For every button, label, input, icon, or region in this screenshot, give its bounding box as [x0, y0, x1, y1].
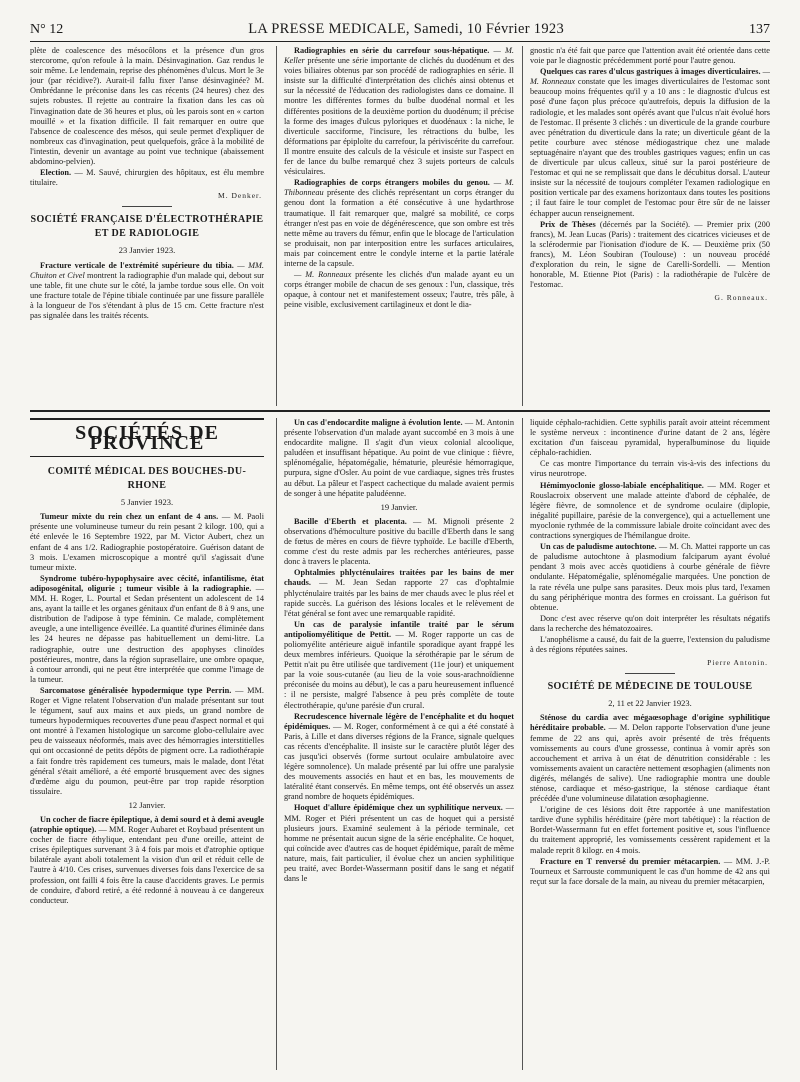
- bottom-column-2: [284, 418, 514, 1070]
- article-text: — M. Delon rapporte l'observation d'une jeune femme de 22 ans qui, après avoir présenté de très fréquents vomissements au cours d'une grossesse, continua à vomir après son accouchement et arriva à un état de dénutrition considérable : les vomissements avaient un caractère nettement œsophagien (aliments non digérés, mélangés de salive). Une radiographie montra une double sténose, cardiaque et méso-gastrique, la sténose cardiaque étant précédée d'une volumineuse dilatation œsophagienne.: [530, 723, 770, 804]
- article-text: — M. Jean Sedan rapporte 27 cas d'ophtalmie phlycténulaire traités par les bains de mer chauds avec le plus réel et rapide succès. La guérison des lésions locales et le relèvement de l'état général se font avec une remarquable rapidité.: [284, 578, 514, 618]
- page-header: [30, 14, 770, 42]
- session-date: 19 Janvier.: [380, 501, 418, 512]
- society-heading: SOCIÉTÉ FRANÇAISE D'ÉLECTROTHÉRAPIE ET DE RADIOLOGIE: [30, 214, 264, 240]
- article-paragraph: [530, 713, 770, 804]
- article-title: Un cas de paludisme autochtone.: [540, 542, 657, 552]
- article-title: Bacille d'Eberth et placenta.: [294, 516, 407, 526]
- article-title: Un cas de paralysie infantile traité par le sérum antipoliomyélitique de Pettit.: [284, 619, 514, 639]
- article-title: Sténose du cardia avec mégaœsophage d'origine syphilitique héréditaire probable.: [530, 713, 770, 733]
- top-column-3: [530, 46, 770, 406]
- article-paragraph: [30, 686, 264, 797]
- journal-title: LA PRESSE MEDICALE, Samedi, 10 Février 1923: [248, 21, 564, 37]
- session-date: 12 Janvier.: [128, 799, 166, 810]
- page-number: 137: [749, 22, 770, 37]
- paragraph: plète de coalescence des mésocôlons et la présence d'un gros stercorome, qu'on refoule à la main. Désinvagination. Gaz rendus le soir même. Le lendemain, reprise des phénomènes d'ulcus. Mort le 3e jour (par récidive?). Aurait-il fallu fixer l'anse désinvaginée? M. Ombrédanne le préconise dans les cas récents (24 heures) chez des sujets robustes. Il rejette au contraire la fixation dans les cas où l'invagination date de 36 heures et plus, où les parois sont en « carton mouillé » et la fixation difficile. Il fait remarquer en outre que l'absence de coalescence des mésos, qui seule permet d'expliquer de nombreux cas d'invagination, peut quelquefois, grâce à la mobilité de l'intestin, devenir un avantage au point vue technique (abaissement abdomino-pelvien).: [30, 46, 264, 167]
- article-paragraph: [284, 178, 514, 269]
- article-text: — MM. J.-P. Tourneux et Sarrouste communiquent le cas d'un homme de 42 ans qui reçut sur la face dorsale de la main, au niveau du premier métacarpien,: [530, 856, 770, 886]
- article-authors: — MM. Chuiton et Civel: [30, 260, 264, 280]
- article-title: Syndrome tubéro-hypophysaire avec cécité, infantilisme, état adiposogénital, oligurie ; tumeur visible à la radiographie.: [30, 573, 264, 593]
- article-paragraph: [284, 270, 514, 310]
- paragraph: L'anophélisme a causé, du fait de la guerre, l'extension du paludisme à des régions réputées saines.: [530, 634, 770, 655]
- article-text: présente les clichés d'un malade ayant eu un corps étranger mobile de chacun de ses genoux : l'un, classique, très opaque, à contour net et manifestement osseux; l'autre, très pâle, à peine visible, exclusivement cartilagineux et dont le dia-: [284, 270, 514, 310]
- article-title: Quelques cas rares d'ulcus gastriques à images diverticulaires.: [540, 67, 761, 77]
- article-paragraph: [284, 803, 514, 884]
- article-authors: — M. Thibonneau: [284, 178, 514, 198]
- article-title: Tumeur mixte du rein chez un enfant de 4 ans.: [40, 512, 219, 522]
- article-text: constate que les images diverticulaires de l'estomac sont beaucoup moins fréquentes qu'il y a 10 ans : le diagnostic d'ulcus est posé d'une façon plus précoce qu'autrefois, depuis la diffusion de la radiologie, et les malades sont opérés avant que l'ulcus n'ait évolué hors de l'estomac. Il présente 3 clichés : un diverticule de la grande courbure avec pénétration du diverticule dans la rate; un diverticule géant de la petite courbure avec sténose médiogastrique chez une malade septuagénaire n'ayant que des troubles gastriques vagues; enfin un cas de diverticule par ulcus calleux, situé sur la paroi postérieure de l'estomac et qui ne se remplissait que dans le décubitus dorsal. L'auteur insiste sur la nécessité de toujours compléter l'examen radiologique en position verticale par des examens horizontaux dans toutes les positions ; il faut faire le tour complet de l'estomac pour être sûr de ne laisser échapper aucun renseignement.: [530, 77, 770, 218]
- article-text: — M. Roger rapporte un cas de poliomyélite antérieure aiguë infantile sporadique ayant frappé les deux membres inférieurs. Quoique la sérothérapie par le sérum de Pettit n'ait pu être utilisée que tardivement (11e jour) et uniquement par la voie sous-cutanée (au lieu de la voie sous-arachnoïdienne préconisée du moins au début), le cas a paru heureusement influencé : il ne persiste, malgré l'absence à peu près complète de toute électrothérapie, qu'une parésie d'un crural.: [284, 629, 514, 710]
- signature: G. Ronneaux.: [714, 293, 768, 303]
- article-paragraph: [284, 418, 514, 499]
- article-title: Radiographies en série du carrefour sous-hépatique.: [294, 46, 490, 55]
- article-paragraph: [30, 261, 264, 322]
- article-text: (décernés par la Société). — Premier prix (200 francs), M. Jean Lucas (Paris) : traitement des cicatrices vicieuses et de la sclérodermie par l'ionisation d'iodure de K. — Deuxième prix (50 francs), M. Léon Soubiran (Toulouse) : un nouveau procédé d'exploration du rein, le signe de Carelli-Sordelli. — Mention honorable, M. Etienne Piot (Paris) : la radiothérapie de l'ulcère de l'estomac.: [530, 219, 770, 290]
- article-paragraph: [284, 620, 514, 711]
- article-title: Hoquet d'allure épidémique chez un syphilitique nerveux.: [294, 803, 503, 813]
- article-paragraph: [530, 67, 770, 218]
- article-text: — MM. Roger et Rouslacroix observent une malade atteinte d'abord de céphalée, de légère fièvre, de somnolence et de syndrome oculaire (diplopie, inégalité pupillaire, parésie de la convergence), qui a actuellement une myoclonie rythmée de la commissure labiale droite coïncidant avec des contractions synergiques de l'hémilangue droite.: [530, 480, 770, 541]
- paragraph: Donc c'est avec réserve qu'on doit interpréter les résultats négatifs dans la recherche des hématozoaires.: [530, 613, 770, 633]
- column-rule: [276, 46, 277, 406]
- article-text: — M. Paoli présente une volumineuse tumeur du rein pesant 2 kilogr. 100, qui a été enlevée le 16 Septembre 1922, par M. Victor Aubert, chez un enfant de 4 ans 1/2. Radiographie postopératoire. Guérison datant de 3 mois. L'examen microscopique a montré qu'il s'agissait d'une tumeur mixte.: [30, 512, 264, 572]
- article-text: — M. Ch. Mattei rapporte un cas de paludisme autochtone à plasmodium falciparum ayant évolué pendant 3 mois avec accès quotidiens à courbe générale de fièvre ondulante. Hépatomégalie, splénomégalie marquées. Une ponction de la rate révéla une pulpe sans parasites. Deux mois plus tard, l'examen du sang périphérique montra des formes en croissant. La guérison fut obtenue.: [530, 542, 770, 612]
- article-text: présente une série importante de clichés du duodénum et des voies biliaires obtenus par son procédé de radiographies en série. Il insiste sur la difficulté d'interprétation des clichés ainsi obtenus et sur la nécessité de l'éducation des radiologistes dans ce domaine. Il montre les différentes formes du bulbe duodénal normal et les différentes positions de la deuxième portion du duodénum; il précise la forme des images d'ulcus pyloriques et duodénaux : la niche, le diverticule sacciforme, l'incisure, les rétractions du bulbe, les déformations par épiploïte du carrefour, la périviscérite du carrefour. Il montre ensuite des calculs de la vésicule et insiste sur l'aspect en fer de lance du bulbe remarqué chez 3 sujets porteurs de calculs vésiculaires.: [284, 56, 514, 177]
- article-title: Fracture verticale de l'extrémité supérieure du tibia.: [40, 260, 234, 270]
- article-title: Fracture en T renversé du premier métacarpien.: [540, 856, 721, 866]
- article-paragraph: [284, 568, 514, 618]
- article-text: — MM. Roger et Vigne relatent l'observation d'un malade présentant sur tout le tégument, sauf aux mains et aux pieds, un grand nombre de tumeurs hypodermiques recouvertes d'une peau d'aspect normal et qui ont montré à l'examen histologique un sarcome globo-cellulaire avec peu de vaisseaux néoformés, mais avec des hémorragies interstitielles qui ont occasionné de petits dépôts de pigment ocre. La radiothérapie a fait fondre très rapidement ces tumeurs, mais le malade, dont l'état général s'était amélioré, a été emporté brusquement avec des signes d'œdème aigu du poumon, peut-être par trop rapide résorption tissulaire.: [30, 685, 264, 796]
- article-text: — M. Roger, conformément à ce qui a été constaté à Paris, à Lille et dans diverses régions de la France, signale quelques cas récents d'encéphalite. Il insiste sur le caractère plutôt léger des cas jusqu'ici observés (forme surtout oculaire ambulatoire avec légère somnolence). Un malade présenté par lui offre une paralysie des mouvements associés en haut et en bas, les mouvements de latéralité étant conservés. En même temps, ont été observés un assez grand nombre de hoquets épidémiques.: [284, 721, 514, 802]
- section-divider: [30, 410, 770, 412]
- article-text: — MM. Roger Aubaret et Roybaud présentent un cocher de fiacre éthylique, entendant peu d'une oreille, atteint de crises épileptiques survenant 3 à 4 fois par mois et d'atrophie optique bilatérale ayant aboli totalement la vision d'un œil et réduit celle de l'autre à 4/10. Ces crises, survenues diverses fois dans l'exercice de sa profession, ont failli 4 fois être la cause d'accidents graves. Le permis de conduire, d'abord retiré, a été redonné à nouveau à ce dangereux conducteur.: [30, 825, 264, 905]
- election-label: Election.: [40, 168, 72, 178]
- article-title: Un cas d'endocardite maligne à évolution lente.: [294, 418, 463, 427]
- election-paragraph: [30, 168, 264, 188]
- column-rule: [276, 418, 277, 1070]
- article-paragraph: [530, 857, 770, 887]
- article-text: montrent la radiographie d'un malade qui, debout sur une table, fit une chute sur le côté, la jambe tordue sous elle. On voit une fracture totale de l'épine tibiale continuée par une fissure parallèle à la longueur de l'os s'étendant à plus de 15 cm. Cette fracture n'est pas signalée dans les traités récents.: [30, 270, 264, 320]
- society-heading: COMITÉ MÉDICAL DES BOUCHES-DU-RHONE: [47, 466, 247, 492]
- paragraph: gnostic n'a été fait que parce que l'attention avait été orientée dans cette voie par le diagnostic précédemment porté pour l'autre genou.: [530, 46, 770, 66]
- article-title: Radiographies de corps étrangers mobiles du genou.: [294, 178, 490, 188]
- session-date: 5 Janvier 1923.: [120, 497, 174, 508]
- article-text: — M. Mignoli présente 2 observations d'hémoculture positive du bacille d'Eberth dans le sang de fœtus de mères en cours de fièvre typhoïde. Le bacille d'Eberth, comme c'est du reste admis par les recherches antérieures, passe donc à travers le placenta.: [284, 516, 514, 567]
- article-paragraph: [30, 815, 264, 906]
- article-authors: — M. Keller: [284, 46, 514, 66]
- election-text: — M. Sauvé, chirurgien des hôpitaux, est élu membre titulaire.: [30, 168, 264, 188]
- divider: [625, 673, 675, 674]
- bottom-column-3: [530, 418, 770, 1070]
- article-title: Prix de Thèses: [540, 219, 596, 229]
- article-title: Un cocher de fiacre épileptique, à demi sourd et à demi aveugle (atrophie optique).: [30, 815, 264, 835]
- article-text: — M. Antonin présente l'observation d'un malade ayant succombé en 3 mois à une endocardite maligne. Il s'agit d'un vieux colonial alcoolique, paludéen et insuffisant hépatique. Au point de vue clinique : fièvre, splénomégalie, hépatomégalie, hématurie, pleurésie hémorragique, purpura, signe d'Osler. Au point de vue cardiaque, signes très frustes au début. La pâleur et l'aspect cachectique du malade avaient permis de songer à une hépatite paludéenne.: [284, 418, 514, 498]
- article-title: Ophtalmies phlycténulaires traitées par les bains de mer chauds.: [284, 568, 514, 588]
- top-column-1: [30, 46, 264, 406]
- article-authors: — M. Ronneaux: [530, 67, 770, 87]
- article-paragraph: [284, 46, 514, 177]
- top-column-2: [284, 46, 514, 406]
- article-text: — MM. H. Roger, L. Pourtal et Sedan présentent un adolescent de 14 ans, ayant la taille et les organes génitaux d'un enfant de 8 à 9 ans, une distribution de l'adipose à type féminin. Ce malade, complètement aveugle, a une intelligence éveillée. La quantité d'urines éliminée dans les 24 heures ne dépasse pas habituellement un demi-litre. La radiographie, outre une destruction des apophyses clinoïdes postérieures, montre, dans la région suprasellaire, une ombre opaque, à contour arrondi, qui ne peut être interprétée que comme l'image de la tumeur.: [30, 583, 264, 684]
- article-title: Sarcomatose généralisée hypodermique type Perrin.: [40, 685, 232, 695]
- article-paragraph: [30, 574, 264, 685]
- article-paragraph: [530, 220, 770, 291]
- article-paragraph: [530, 481, 770, 542]
- column-rule: [522, 46, 523, 406]
- signature: M. Denker.: [218, 191, 262, 201]
- signature: Pierre Antonin.: [707, 658, 768, 668]
- article-paragraph: [30, 512, 264, 573]
- paragraph: liquide céphalo-rachidien. Cette syphilis paraît avoir atteint récemment le système nerveux : incontinence d'urine datant de 2 ans, légère excitation d'un faisceau pyramidal, hyperalbuminose du liquide céphalo-rachidien.: [530, 418, 770, 458]
- bottom-column-1: [30, 418, 264, 1070]
- column-rule: [522, 418, 523, 1070]
- section-title: SOCIÉTÉS DE PROVINCE: [30, 418, 264, 457]
- society-heading: SOCIÉTÉ DE MÉDECINE DE TOULOUSE: [547, 681, 753, 693]
- session-date: 2, 11 et 22 Janvier 1923.: [608, 698, 692, 709]
- paragraph: L'origine de ces lésions doit être rapportée à une manifestation tardive d'une syphilis héréditaire (père mort tabétique) : la réaction de Bordet-Wassermann fut en effet fortement positive et, sous l'influence du traitement approprié, les vomissements cessèrent rapidement et la malade reprit 8 kilogr. en 4 mois.: [530, 805, 770, 855]
- article-text: présente des clichés représentant un corps étranger du genou dont la formation a été consécutive à une hydarthrose traumatique. Il fait remarquer que, malgré sa mobilité, ce corps étranger n'est pas en voie de dégénérescence, que son ombre est très nette même au travers du fémur, enfin que le blocage de l'articulation se produisait, non par interposition entre les surfaces articulaires, mais par coincement entre le condyle interne et la partie latérale interne de la capsule.: [284, 188, 514, 268]
- article-paragraph: [530, 542, 770, 613]
- article-text: — MM. Roger et Piéri présentent un cas de hoquet qui a persisté plusieurs jours. Examiné seulement à la période terminale, cet homme ne présentait aucun signe de la série encéphalite. Ce hoquet, qui coïncide avec d'autres cas de hoquet épidémique, paraît de même nature, mais, fait particulier, il évolue chez un ancien syphilitique peu traité, avec Bordet-Wassermann positif dans le sang et négatif dans le: [284, 803, 514, 884]
- issue-number: N° 12: [30, 22, 64, 37]
- article-title: Hémimyoclonie glosso-labiale encéphalitique.: [540, 480, 704, 490]
- article-paragraph: [284, 517, 514, 567]
- article-paragraph: [284, 712, 514, 803]
- divider: [122, 206, 172, 207]
- article-title: Recrudescence hivernale légère de l'encéphalite et du hoquet épidémiques.: [284, 711, 514, 731]
- session-date: 23 Janvier 1923.: [118, 245, 176, 256]
- article-authors: — M. Ronneaux: [294, 270, 352, 280]
- paragraph: Ce cas montre l'importance du terrain vis-à-vis des infections du virus neurotrope.: [530, 459, 770, 479]
